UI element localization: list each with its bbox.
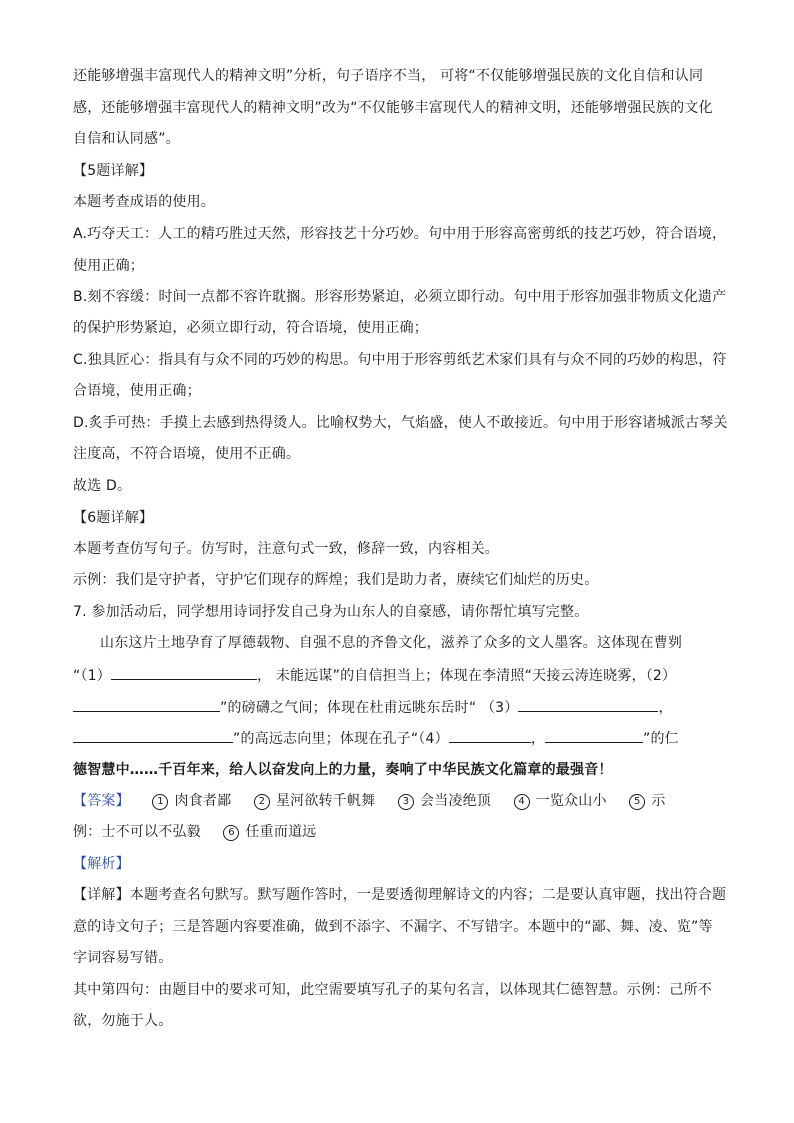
text-span: ”的高远志向里；体现在孔子“（4） xyxy=(233,731,449,747)
blank-label-1: “（1） xyxy=(73,668,111,684)
option-d-line: 注度高，不符合语境，使用不正确。 xyxy=(73,446,301,462)
text-line: 意的诗文句子；三是答题内容要准确，做到不添字、不漏字、不写错字。本题中的“鄙、舞、凌、览”等 xyxy=(73,919,713,935)
text-line: 山东这片土地孕育了厚德载物、自强不息的齐鲁文化，滋养了众多的文人墨客。这体现在曹刿 xyxy=(100,635,683,651)
circled-number: 4 xyxy=(514,794,530,810)
answer-item xyxy=(629,793,665,809)
option-d-line: D.炙手可热：手摸上去感到热得烫人。比喻权势大，气焰盛，使人不敢接近。句中用于形容诸城派古琴关 xyxy=(73,415,728,431)
answer-text: 肉食者鄙 xyxy=(174,793,232,809)
text-span: ”的磅礴之气间；体现在杜甫远眺东岳时“ （3） xyxy=(220,700,519,716)
answer-text: 示 xyxy=(651,793,666,809)
blank-2 xyxy=(73,697,220,712)
text-span: ， 未能远谋”的自信担当上；体现在李清照“天接云涛连晓雾，（2） xyxy=(256,668,677,684)
analysis-label: 【解析】 xyxy=(73,856,130,872)
fill-line xyxy=(73,665,723,686)
text-line: 其中第四句：由题目中的要求可知，此空需要填写孔子的某句名言，以体现其仁德智慧。示例：己所不 xyxy=(73,982,712,998)
answer-text: 会当凌绝顶 xyxy=(420,793,491,809)
option-a-line: A.巧夺天工：人工的精巧胜过天然，形容技艺十分巧妙。句中用于形容高密剪纸的技艺巧妙，符合语境， xyxy=(73,226,727,242)
option-a-line: 使用正确； xyxy=(73,258,144,274)
answer-text: 一览众山小 xyxy=(535,793,607,809)
fill-line xyxy=(73,728,723,749)
answer-item xyxy=(254,793,375,809)
text-line: 还能够增强丰富现代人的精神文明”分析，句子语序不当， 可将“不仅能够增强民族的文化自信和认同 xyxy=(73,68,704,84)
circled-number: 5 xyxy=(629,794,645,810)
text-line: 德智慧中……千百年来，给人以奋发向上的力量，奏响了中华民族文化篇章的最强音！ xyxy=(73,762,613,778)
circled-number: 1 xyxy=(152,794,168,810)
blank-4b xyxy=(545,728,643,743)
blank-4a xyxy=(449,728,531,743)
text-span: ， xyxy=(530,731,546,747)
text-line: 字词容易写错。 xyxy=(73,950,173,966)
circled-number: 3 xyxy=(398,794,414,810)
text-line: 【详解】本题考查名句默写。默写题作答时，一是要透彻理解诗文的内容；二是要认真审题，找出符合题 xyxy=(73,887,727,903)
answer-text: 例：士不可以不弘毅 xyxy=(73,824,201,840)
circled-number: 6 xyxy=(223,825,239,841)
section-heading-6: 【6题详解】 xyxy=(73,510,154,526)
answer-item xyxy=(223,824,316,840)
question-7: 7. 参加活动后，同学想用诗词抒发自己身为山东人的自豪感，请你帮忙填写完整。 xyxy=(73,604,589,620)
answer-text: 任重而道远 xyxy=(245,824,317,840)
text-line: 自信和认同感”。 xyxy=(73,131,180,147)
answer-line xyxy=(73,791,723,811)
text-line: 本题考查成语的使用。 xyxy=(73,194,215,210)
option-b-line: 的保护形势紧迫，必须立即行动，符合语境，使用正确； xyxy=(73,320,428,336)
text-span: ”的仁 xyxy=(643,731,679,747)
section-heading-5: 【5题详解】 xyxy=(73,163,154,179)
answer-line xyxy=(73,822,723,842)
answer-item xyxy=(398,793,491,809)
text-line: 故选 D。 xyxy=(73,478,132,494)
text-line: 示例：我们是守护者，守护它们现存的辉煌；我们是助力者，赓续它们灿烂的历史。 xyxy=(73,572,599,588)
text-line: 本题考查仿写句子。仿写时，注意句式一致，修辞一致，内容相关。 xyxy=(73,541,499,557)
answer-item xyxy=(152,793,231,809)
circled-number: 2 xyxy=(254,794,270,810)
answer-item xyxy=(514,793,607,809)
blank-3b xyxy=(73,728,233,743)
blank-3 xyxy=(518,697,658,712)
option-b-line: B.刻不容缓：时间一点都不容许耽搁。形容形势紧迫，必须立即行动。句中用于形容加强非物质文化遗产 xyxy=(73,289,727,305)
text-line: 欲，勿施于人。 xyxy=(73,1013,173,1029)
answer-label: 【答案】 xyxy=(73,793,130,809)
text-line: 感，还能够增强丰富现代人的精神文明”改为“不仅能够丰富现代人的精神文明，还能够增强民族的文化 xyxy=(73,100,713,116)
fill-line xyxy=(73,697,723,718)
option-c-line: 合语境，使用正确； xyxy=(73,383,201,399)
blank-1 xyxy=(111,665,257,680)
option-c-line: C.独具匠心：指具有与众不同的巧妙的构思。句中用于形容剪纸艺术家们具有与众不同的巧妙的构思，符 xyxy=(73,352,727,368)
answer-text: 星河欲转千帆舞 xyxy=(275,793,376,809)
text-span: ， xyxy=(658,700,673,716)
